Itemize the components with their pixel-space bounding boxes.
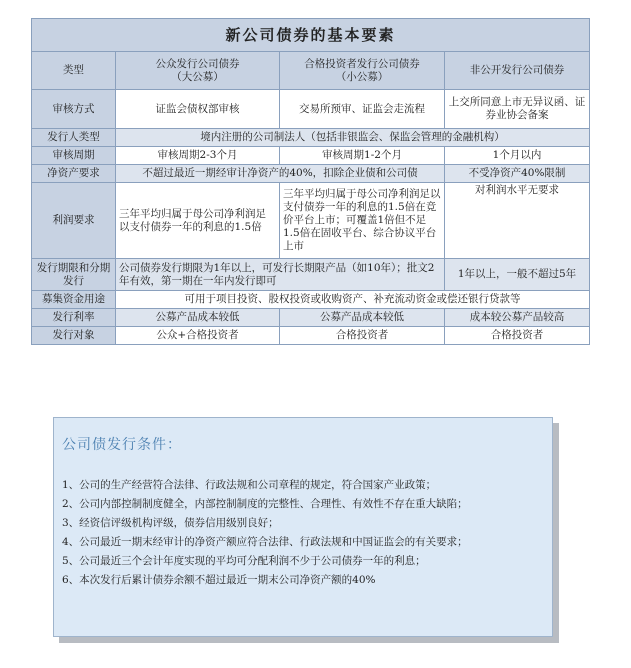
header-public-line1: 公众发行公司债券: [155, 57, 240, 70]
row-label: 发行期限和分期发行: [32, 259, 116, 291]
cell: 公司债券发行期限为1年以上，可发行长期限产品（如10年）；批文2年有效，第一期在一年内发行即可: [116, 259, 445, 291]
cell: 可用于项目投资、股权投资或收购资产、补充流动资金或偿还银行贷款等: [116, 291, 590, 309]
row-label: 审核方式: [32, 90, 116, 129]
cell: 审核周期2-3个月: [116, 147, 280, 165]
header-public: [116, 52, 280, 90]
cell: 不超过最近一期经审计净资产的40%，扣除企业债和公司债: [116, 165, 445, 183]
cell: 境内注册的公司制法人（包括非银监会、保监会管理的金融机构）: [116, 129, 590, 147]
table-title: 新公司债券的基本要素: [32, 19, 590, 52]
cell: 三年平均归属于母公司净利润足以支付债券一年的利息的1.5倍在竞价平台上市；可覆盖1倍但不足1.5倍在固收平台、综合协议平台上市: [280, 183, 445, 259]
table-row: [32, 147, 590, 165]
cell: 合格投资者: [280, 327, 445, 345]
header-qualified-line2: （小公募）: [335, 70, 389, 83]
table-row: [32, 327, 590, 345]
cell: 公募产品成本较低: [280, 309, 445, 327]
row-label: 审核周期: [32, 147, 116, 165]
cell: 公众+合格投资者: [116, 327, 280, 345]
list-item: 1、公司的生产经营符合法律、行政法规和公司章程的规定，符合国家产业政策；: [62, 479, 437, 491]
header-type: 类型: [32, 52, 116, 90]
table-row: [32, 309, 590, 327]
cell: 交易所预审、证监会走流程: [280, 90, 445, 129]
cell: 审核周期1-2个月: [280, 147, 445, 165]
header-row: [32, 52, 590, 90]
cell: 成本较公募产品较高: [445, 309, 590, 327]
issuance-conditions-box: [53, 417, 553, 637]
table-row: [32, 129, 590, 147]
header-qualified-line1: 合格投资者发行公司债券: [304, 57, 420, 70]
cell: 对利润水平无要求: [445, 183, 590, 259]
header-public-line2: （大公募）: [171, 70, 224, 83]
table-row: [32, 90, 590, 129]
row-label: 发行利率: [32, 309, 116, 327]
conditions-list: [62, 476, 544, 590]
row-label: 利润要求: [32, 183, 116, 259]
cell: 证监会债权部审核: [116, 90, 280, 129]
list-item: 2、公司内部控制制度健全，内部控制制度的完整性、合理性、有效性不存在重大缺陷；: [62, 498, 468, 510]
list-item: 3、经资信评级机构评级，债券信用级别良好；: [62, 517, 279, 529]
cell: 1年以上，一般不超过5年: [445, 259, 590, 291]
row-label: 募集资金用途: [32, 291, 116, 309]
header-qualified: [280, 52, 445, 90]
table-row: [32, 291, 590, 309]
cell: 公募产品成本较低: [116, 309, 280, 327]
cell: 1个月以内: [445, 147, 590, 165]
bond-elements-table: [31, 18, 590, 345]
table-row: [32, 165, 590, 183]
cell: 不受净资产40%限制: [445, 165, 590, 183]
header-private: 非公开发行公司债券: [445, 52, 590, 90]
cell: 上交所同意上市无异议函、证券业协会备案: [445, 90, 590, 129]
table-row: [32, 259, 590, 291]
list-item: 4、公司最近一期末经审计的净资产额应符合法律、行政法规和中国证监会的有关要求；: [62, 536, 468, 548]
row-label: 净资产要求: [32, 165, 116, 183]
list-item: 5、公司最近三个会计年度实现的平均可分配利润不少于公司债券一年的利息；: [62, 555, 426, 567]
row-label: 发行人类型: [32, 129, 116, 147]
table-row: [32, 183, 590, 259]
cell: 合格投资者: [445, 327, 590, 345]
row-label: 发行对象: [32, 327, 116, 345]
conditions-title: 公司债发行条件：: [62, 437, 182, 453]
cell: 三年平均归属于母公司净利润足以支付债券一年的利息的1.5倍: [116, 183, 280, 259]
list-item: 6、本次发行后累计债券余额不超过最近一期末公司净资产额的40%: [62, 574, 376, 586]
